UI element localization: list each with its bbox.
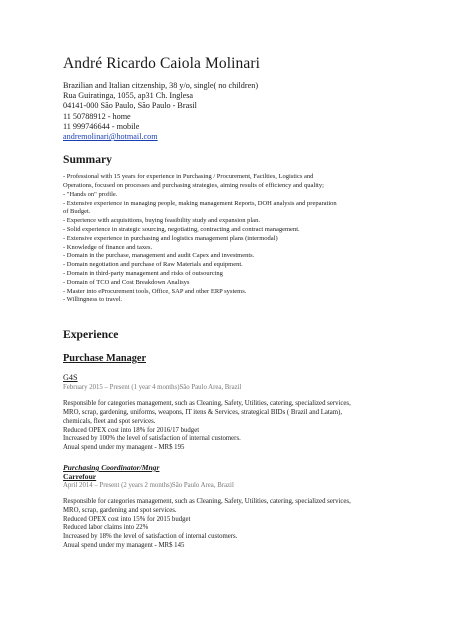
company-name: G4S xyxy=(63,373,78,383)
summary-line: - Experience with acquisitions, buying feasibility study and expansion plan. xyxy=(63,217,260,225)
email-link[interactable]: andremolinari@hotmail.com xyxy=(63,132,158,142)
job-line: Responsible for categories management, such as Cleaning, Safety, Utilities, catering, specialized services, xyxy=(63,497,351,505)
job-line: chemicals, fleet and spot services. xyxy=(63,417,156,425)
job-line: Increased by 100% the level of satisfaction of internal customers. xyxy=(63,435,241,443)
summary-list xyxy=(63,173,393,305)
contact-line-citizenship: Brazilian and Italian citzenship, 38 y/o, single( no children) xyxy=(63,81,259,90)
summary-line: - Master into eProcurement tools, Office, SAP and other ERP systems. xyxy=(63,287,247,295)
company-name: Carrefour xyxy=(63,471,97,481)
contact-line-address: Rua Guiratinga, 1055, ap31 Ch. Inglesa xyxy=(63,91,194,101)
summary-line: Operations, focused on processes and purchasing strategies, aiming results of efficiency and quality; xyxy=(63,182,324,190)
job-description xyxy=(63,498,393,551)
summary-line: - Domain in third-party management and risks of outsourcing xyxy=(63,269,223,277)
job-line: Reduced OPEX cost into 18% for 2016/17 budget xyxy=(63,426,200,434)
summary-heading: Summary xyxy=(63,153,112,167)
resume-page xyxy=(63,55,393,551)
job-line: Anual spend under my managent - MR$ 195 xyxy=(63,444,185,452)
summary-line: - Extensive experience in purchasing and logistics management plans (intermodal) xyxy=(63,234,278,242)
job-line: Reduced OPEX cost into 15% for 2015 budget xyxy=(63,515,191,523)
experience-heading: Experience xyxy=(63,328,119,342)
contact-line-mobile-phone: 11 999746644 - mobile xyxy=(63,121,140,131)
job-dates: April 2014 – Present (2 years 2 months)São Paulo Area, Brazil xyxy=(63,481,234,489)
contact-block xyxy=(63,81,393,142)
job-line: Increased by 18% the level of satisfaction of internal customers. xyxy=(63,533,238,541)
job-description xyxy=(63,400,393,453)
contact-line-home-phone: 11 50788912 - home xyxy=(63,111,131,121)
job-line: Anual spend under my managent - MR$ 145 xyxy=(63,541,185,549)
job-entry-carrefour xyxy=(63,463,393,551)
summary-line: - Domain in the purchase, management and audit Capex and investments. xyxy=(63,252,255,260)
summary-line: - Willingness to travel. xyxy=(63,296,123,304)
job-line: MRO, scrap, gardening, uniforms, weapons, IT itens & Services, strategical BIDs ( Brazil and Latam), xyxy=(63,408,343,416)
contact-line-city: 04141-000 São Paulo, São Paulo - Brasil xyxy=(63,101,197,111)
summary-line: - Extensive experience in managing people, making management Reports, DOH analysis and preparation xyxy=(63,199,337,207)
summary-line: - Knowledge of finance and taxes. xyxy=(63,243,153,251)
job-entry-g4s xyxy=(63,373,393,453)
role-title: Purchase Manager xyxy=(63,353,147,365)
summary-line: of Budget. xyxy=(63,208,91,216)
summary-line: - Professional with 15 years for experience in Purchasing / Procurement, Facilties, Logistics and xyxy=(63,173,314,181)
job-line: Responsible for categories management, such as Cleaning, Safety, Utilities, catering, specialized services, xyxy=(63,400,351,408)
summary-line: - Domain negotiation and purchase of Raw Materials and equipment. xyxy=(63,261,243,269)
candidate-name: André Ricardo Caiola Molinari xyxy=(63,55,261,72)
job-dates: February 2015 – Present (1 year 4 months)São Paulo Area, Brazil xyxy=(63,384,242,392)
job-role: Purchasing Coordinator/Mngr xyxy=(63,462,160,472)
job-line: MRO, scrap, gardening and spot services. xyxy=(63,506,177,514)
summary-line: - Solid experience in strategic sourcing, negotiating, contracting and contract management. xyxy=(63,226,300,233)
summary-line: - Domain of TCO and Cost Breakdown Analisys xyxy=(63,278,190,286)
job-line: Reduced labor claims into 22% xyxy=(63,524,149,532)
summary-line: - "Hands on" profile. xyxy=(63,190,118,198)
